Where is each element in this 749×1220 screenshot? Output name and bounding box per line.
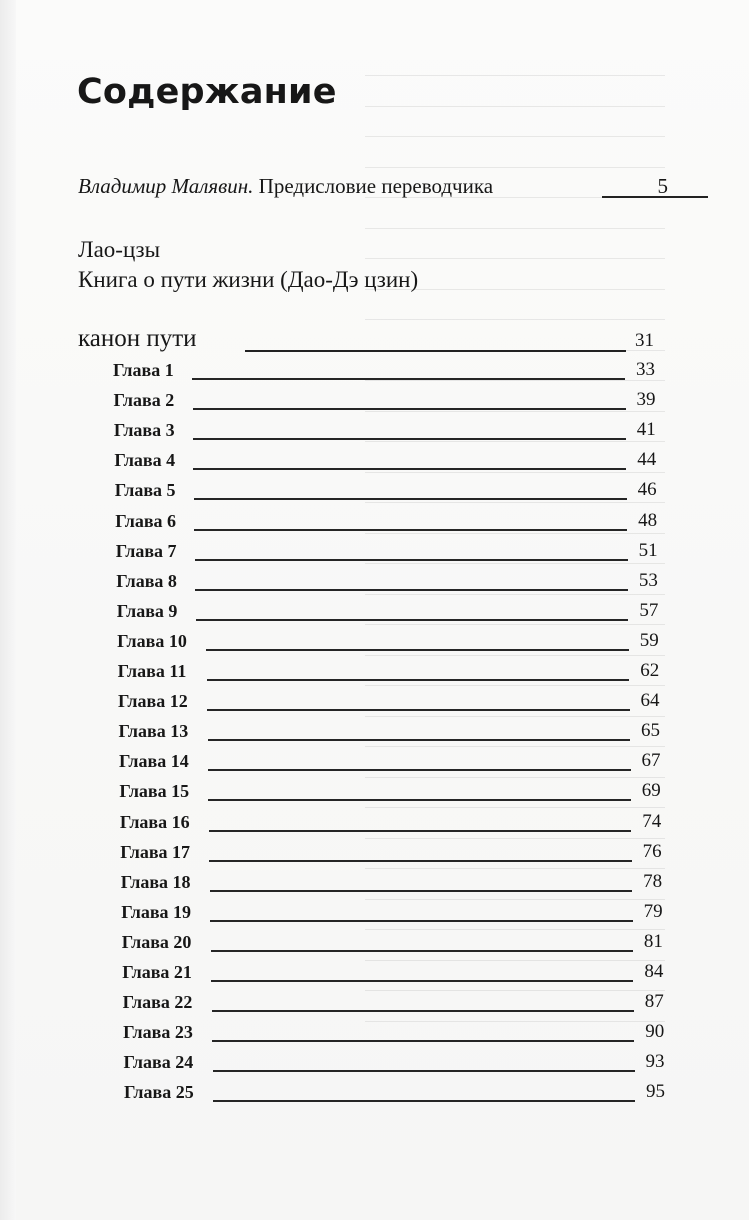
toc-entry-chapter[interactable] — [115, 476, 657, 504]
chapter-page-number: 46 — [637, 479, 657, 501]
chapter-page-number: 84 — [644, 961, 664, 982]
chapter-leader-line — [208, 739, 631, 741]
chapter-page-number: 39 — [636, 389, 656, 411]
page-title: Содержание — [77, 72, 337, 112]
chapter-label: Глава 16 — [119, 811, 190, 832]
chapter-leader-line — [194, 498, 627, 500]
chapter-label: Глава 11 — [117, 661, 187, 681]
chapter-page-number: 67 — [641, 750, 661, 772]
toc-entry-chapter[interactable] — [117, 597, 659, 625]
toc-entry-chapter[interactable] — [119, 777, 660, 805]
chapter-leader-line — [193, 408, 626, 410]
chapter-label: Глава 8 — [116, 570, 177, 591]
toc-entry-chapter[interactable] — [116, 567, 658, 595]
toc-entry-chapter[interactable] — [114, 446, 656, 474]
chapter-page-number: 33 — [636, 359, 655, 380]
toc-entry-chapter[interactable] — [124, 1078, 665, 1106]
chapter-label: Глава 12 — [118, 691, 188, 712]
chapter-page-number: 79 — [643, 900, 663, 922]
chapter-label: Глава 3 — [113, 420, 175, 441]
chapter-page-number: 74 — [642, 810, 662, 832]
chapter-leader-line — [194, 529, 627, 531]
preface-page-number: 5 — [657, 174, 668, 198]
chapter-page-number: 44 — [637, 449, 657, 471]
chapter-leader-line — [209, 860, 631, 862]
toc-entry-chapter[interactable] — [120, 838, 661, 866]
chapter-label: Глава 18 — [120, 871, 191, 892]
chapter-leader-line — [207, 709, 630, 711]
chapter-page-number: 57 — [639, 599, 659, 621]
chapter-leader-line — [213, 1070, 635, 1072]
toc-entry-chapter[interactable] — [120, 808, 661, 836]
chapter-label: Глава 5 — [114, 480, 176, 501]
chapter-leader-line — [208, 769, 631, 771]
toc-entry-chapter[interactable] — [124, 1048, 665, 1076]
book-title: Книга о пути жизни (Дао-Дэ цзин) — [78, 267, 419, 292]
chapter-page-number: 81 — [643, 930, 663, 952]
chapter-page-number: 48 — [638, 509, 658, 531]
chapter-leader-line — [209, 830, 631, 832]
toc-entry-chapter[interactable] — [114, 386, 656, 414]
toc-entry-chapter[interactable] — [114, 416, 656, 444]
chapter-page-number: 76 — [642, 840, 662, 862]
chapter-label: Глава 17 — [120, 841, 191, 862]
toc-entry-chapter[interactable] — [117, 627, 659, 655]
chapter-label: Глава 13 — [118, 721, 189, 742]
toc-entry-chapter[interactable] — [122, 928, 663, 956]
chapter-leader-line — [212, 1010, 634, 1012]
toc-entry-chapter[interactable] — [123, 1018, 664, 1046]
chapter-label: Глава 9 — [116, 600, 178, 621]
chapter-page-number: 62 — [640, 660, 660, 681]
preface-title: Предисловие переводчика — [258, 174, 494, 198]
section-page-number: 31 — [635, 330, 654, 351]
chapter-leader-line — [192, 378, 625, 380]
chapter-page-number: 95 — [646, 1081, 665, 1103]
chapter-page-number: 51 — [638, 539, 658, 561]
toc-entry-chapter[interactable] — [119, 717, 661, 745]
chapter-label: Глава 23 — [123, 1022, 193, 1043]
chapter-leader-line — [193, 468, 626, 470]
toc-entry-chapter[interactable] — [118, 687, 660, 715]
chapter-page-number: 93 — [645, 1051, 665, 1073]
toc-entry-chapter[interactable] — [115, 507, 657, 535]
chapter-page-number: 87 — [644, 991, 664, 1013]
chapter-page-number: 90 — [645, 1021, 665, 1043]
chapter-page-number: 41 — [636, 419, 656, 441]
chapter-leader-line — [211, 980, 633, 982]
chapter-leader-line — [207, 679, 630, 681]
chapter-label: Глава 24 — [123, 1052, 194, 1073]
chapter-leader-line — [195, 559, 628, 561]
chapter-label: Глава 25 — [124, 1082, 194, 1103]
chapter-label: Глава 6 — [115, 510, 177, 531]
toc-entry-chapter[interactable] — [113, 356, 655, 384]
chapter-leader-line — [210, 890, 632, 892]
chapter-label: Глава 22 — [122, 992, 193, 1013]
chapter-leader-line — [196, 619, 629, 621]
chapter-label: Глава 14 — [119, 751, 189, 772]
chapter-leader-line — [206, 649, 629, 651]
chapter-page-number: 59 — [639, 629, 659, 651]
chapter-page-number: 53 — [638, 569, 658, 591]
chapter-leader-line — [193, 438, 626, 440]
chapter-label: Глава 10 — [117, 630, 187, 651]
chapter-label: Глава 4 — [114, 450, 176, 471]
toc-entry-chapter[interactable] — [118, 657, 660, 685]
chapter-label: Глава 2 — [113, 390, 175, 411]
chapter-leader-line — [208, 799, 630, 801]
toc-entry-chapter[interactable] — [121, 898, 662, 926]
chapter-label: Глава 15 — [119, 781, 190, 802]
toc-entry-chapter[interactable] — [122, 958, 663, 986]
preface-author: Владимир Малявин. — [78, 174, 254, 198]
chapter-leader-line — [211, 950, 633, 952]
chapter-leader-line — [195, 589, 628, 591]
toc-entry-chapter[interactable] — [123, 988, 664, 1016]
toc-entry-chapter[interactable] — [116, 537, 658, 565]
section-label: канон пути — [78, 325, 197, 352]
chapter-label: Глава 7 — [115, 540, 177, 561]
chapter-label: Глава 21 — [122, 962, 192, 982]
chapter-leader-line — [213, 1100, 635, 1102]
chapter-leader-line — [210, 920, 632, 922]
chapter-label: Глава 20 — [121, 931, 192, 952]
chapter-page-number: 69 — [641, 780, 661, 802]
toc-entry-chapter[interactable] — [121, 868, 662, 896]
chapter-page-number: 65 — [641, 720, 660, 742]
toc-entry-chapter[interactable] — [119, 747, 661, 775]
chapter-leader-line — [212, 1040, 634, 1042]
chapter-page-number: 78 — [643, 870, 663, 892]
chapter-label: Глава 1 — [113, 360, 174, 380]
book-author: Лао-цзы — [78, 237, 161, 262]
chapter-page-number: 64 — [640, 690, 660, 712]
chapter-label: Глава 19 — [121, 901, 192, 922]
